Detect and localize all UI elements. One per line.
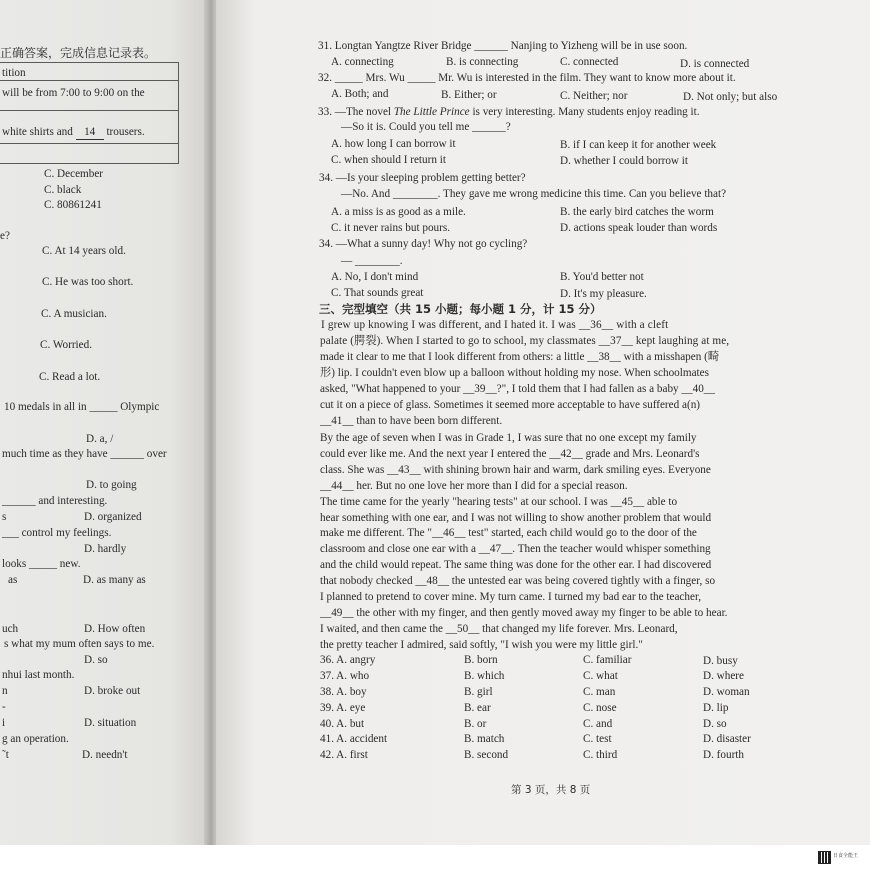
option: D. whether I could borrow it [560,155,689,167]
option: C. Neither; nor [560,90,628,102]
passage-line: I waited, and then came the __50__ that changed my life forever. Mrs. Leonard, [320,623,678,635]
left-heading: 正确答案，完成信息记录表。 [0,46,157,60]
option: C. A musician. [41,308,107,320]
option: D. How often [84,623,146,635]
choice: C. familiar [583,654,632,666]
option: B. You'd better not [560,271,644,283]
question-34: 34. —Is your sleeping problem getting better? [319,172,526,184]
option: D. broke out [84,685,141,697]
scan-footer-strip [0,845,870,869]
choice: C. third [583,749,618,761]
choice: 41. A. accident [320,733,388,745]
scanner-watermark: 日食全能王 [833,853,859,859]
option: D. needn't [82,749,128,761]
choice: B. match [464,733,505,745]
right-page [216,0,870,845]
question-34b: 34. —What a sunny day! Why not go cycling? [319,238,528,250]
question-fragment: much time as they have ______ over [2,448,167,460]
choice: 36. A. angry [320,654,376,666]
passage-line: the pretty teacher I admired, said softly, "I wish you were my little girl." [320,639,643,651]
question-fragment: nhui last month. [2,669,75,681]
qr-code-icon [818,851,831,864]
question-34b-line2: — ________. [341,255,403,267]
choice: D. woman [703,686,750,698]
choice: 38. A. boy [320,686,367,698]
passage-line: The time came for the yearly "hearing tests" at our school. I was __45__ able to [320,496,678,508]
choice: C. nose [583,702,617,714]
passage-line: 形) lip. I couldn't even blow up a balloon without holding my nose. When schoolmates [320,367,709,379]
table-cell: tition [2,67,26,79]
question-31: 31. Longtan Yangtze River Bridge ______ Nanjing to Yizheng will be in use soon. [318,40,688,52]
passage-line: make me different. The "__46__ test" started, each child would go to the door of the [320,527,697,539]
option: A. connecting [331,56,394,68]
option: D. Not only; but also [683,91,778,103]
question-fragment: ______ and interesting. [2,495,108,507]
choice: D. so [703,718,727,730]
option: C. when should I return it [331,154,446,166]
option: D. situation [84,717,137,729]
option: C. That sounds great [331,287,424,299]
passage-line: __44__ her. But no one love her more than I did for a special reason. [320,480,628,492]
choice: 42. A. first [320,749,368,761]
option: A. a miss is as good as a mile. [331,206,466,218]
choice: 37. A. who [320,670,370,682]
passage-line: classroom and close one ear with a __47__. Then the teacher would whisper something [320,543,711,555]
passage-line: I grew up knowing I was different, and I hated it. I was __36__ with a cleft [321,319,669,331]
option: C. 80861241 [44,199,102,211]
question-fragment: n [2,685,8,697]
table-line [0,110,179,111]
question-fragment: s what my mum often says to me. [4,638,155,650]
option: C. He was too short. [42,276,134,288]
choice: C. man [583,686,616,698]
choice: D. where [703,670,745,682]
question-33-line2: —So it is. Could you tell me ______? [341,121,511,133]
option: C. Worried. [40,339,93,351]
page-number: 第 3 页，共 8 页 [511,784,591,796]
choice: B. girl [464,686,493,698]
option: C. black [44,184,82,196]
passage-line: palate (腭裂). When I started to go to school, my classmates __37__ kept laughing at me, [320,335,730,347]
option: B. Either; or [441,89,497,101]
choice: C. and [583,718,613,730]
passage-line: made it clear to me that I look different from others: a little __38__ with a misshapen (畸 [320,351,720,363]
table-cell: will be from 7:00 to 9:00 on the [2,87,145,99]
question-fragment: looks _____ new. [2,558,81,570]
passage-line: __41__ than to have been born different. [320,415,503,427]
option: D. to going [86,479,137,491]
choice: D. lip [703,702,729,714]
question-fragment: i [2,717,6,729]
option: D. It's my pleasure. [560,288,647,300]
option: C. it never rains but pours. [331,222,451,234]
section-heading-cloze: 三、完型填空（共 15 小题；每小题 1 分，计 15 分） [319,302,602,316]
passage-line: __49__ the other with my finger, and then gently moved away my finger to be able to hear. [320,607,728,619]
passage-line: cut it on a piece of glass. Sometimes it seemed more acceptable to have suffered a(n) [320,399,701,411]
table-cell: white shirts and 14 trousers. [2,126,145,138]
choice: C. what [583,670,618,682]
question-fragment: - [2,701,6,713]
option: A. how long I can borrow it [331,138,456,150]
question-fragment: 10 medals in all in _____ Olympic [4,401,160,413]
question-fragment: as [8,574,18,586]
option: B. the early bird catches the worm [560,206,714,218]
question-fragment: g an operation. [2,733,69,745]
choice: B. or [464,718,487,730]
option: D. organized [84,511,142,523]
passage-line: and the child would repeat. The same thing was done for the other ear. I had discovered [320,559,712,571]
option: B. if I can keep it for another week [560,139,717,151]
option: D. is connected [680,58,750,70]
option: D. as many as [83,574,146,586]
question-fragment: ˜t [2,749,9,761]
option: D. actions speak louder than words [560,222,718,234]
question-33: 33. —The novel The Little Prince is very interesting. Many students enjoy reading it. [318,106,700,118]
table-line [0,143,179,144]
option: C. Read a lot. [39,371,101,383]
choice: 39. A. eye [320,702,366,714]
passage-line: I planned to pretend to cover mine. My turn came. I turned my bad ear to the teacher, [320,591,702,603]
choice: B. second [464,749,509,761]
passage-line: hear something with one ear, and I was not willing to show another problem that would [320,512,712,524]
choice: C. test [583,733,612,745]
option: D. a, / [86,433,114,445]
option: D. hardly [84,543,127,555]
table-line [0,62,179,63]
option: C. December [44,168,104,180]
option: A. No, I don't mind [331,271,419,283]
option: C. At 14 years old. [42,245,126,257]
choice: B. which [464,670,505,682]
table-border [178,62,179,163]
question-32: 32. _____ Mrs. Wu _____ Mr. Wu is interested in the film. They want to know more about it. [318,72,736,84]
passage-line: asked, "What happened to your __39__?", I told them that I had fallen as a baby __40__ [320,383,715,395]
choice: B. born [464,654,498,666]
choice: 40. A. but [320,718,365,730]
question-fragment: e? [0,230,10,242]
passage-line: that nobody checked __48__ the untested ear was being covered tightly with a finger, so [320,575,716,587]
table-line [0,163,179,164]
table-line [0,80,179,81]
choice: D. busy [703,655,738,667]
option: B. is connecting [446,56,519,68]
question-fragment: uch [2,623,19,635]
question-fragment: s [2,511,7,523]
option: C. connected [560,56,619,68]
passage-line: class. She was __43__ with shining brown hair and warm, dark smiling eyes. Everyone [320,464,711,476]
option: A. Both; and [331,88,389,100]
passage-line: could ever like me. And the next year I entered the __42__ grade and Mrs. Leonard's [320,448,700,460]
question-34-line2: —No. And ________. They gave me wrong medicine this time. Can you believe that? [341,188,727,200]
question-fragment: ___ control my feelings. [2,527,112,539]
option: D. so [84,654,108,666]
choice: D. fourth [703,749,745,761]
choice: B. ear [464,702,491,714]
passage-line: By the age of seven when I was in Grade 1, I was sure that no one except my family [320,432,697,444]
choice: D. disaster [703,733,751,745]
